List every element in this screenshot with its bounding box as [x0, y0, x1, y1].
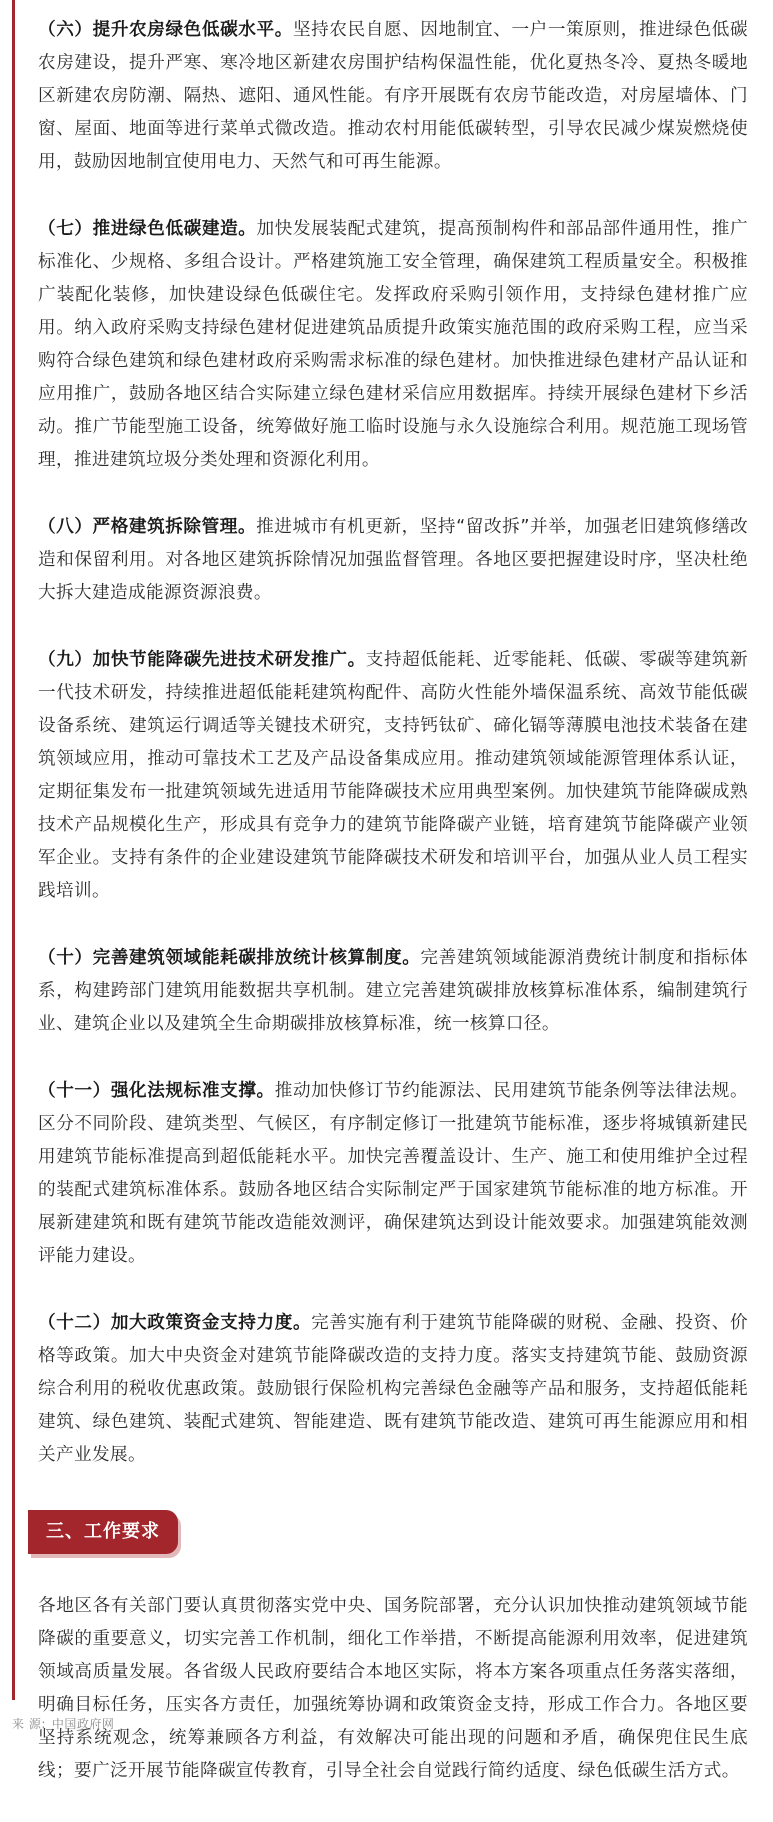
paragraph-text: 支持超低能耗、近零能耗、低碳、零碳等建筑新一代技术研发，持续推进超低能耗建筑构配件、高防火性能外墙保温系统、高效节能低碳设备系统、建筑运行调适等关键技术研究，支持钙钛矿、碲化镉等薄膜电池技术装备在建筑领域应用，推动可靠技术工艺及产品设备集成应用。推动建筑领域能源管理体系认证，定期征集发布一批建筑领域先进适用节能降碳技术应用典型案例。加快建筑节能降碳成熟技术产品规模化生产，形成具有竞争力的建筑节能降碳产业链，培育建筑节能降碳产业领军企业。支持有条件的企业建设建筑节能降碳技术研发和培训平台，加强从业人员工程实践培训。 [38, 650, 749, 901]
paragraph-text: 推进城市有机更新，坚持“留改拆”并举，加强老旧建筑修缮改造和保留利用。对各地区建筑拆除情况加强监督管理。各地区要把握建设时序，坚决杜绝大拆大建造成能源资源浪费。 [38, 517, 748, 603]
article-body [38, 14, 748, 1822]
source-line [12, 1714, 114, 1734]
paragraph-heading: （九）加快节能降碳先进技术研发推广。 [38, 650, 366, 670]
paragraph-heading: （十二）加大政策资金支持力度。 [38, 1313, 312, 1333]
source-label: 来 源: [12, 1717, 46, 1731]
paragraph-9 [38, 644, 748, 908]
paragraph-heading: （六）提升农房绿色低碳水平。 [38, 20, 293, 40]
paragraph-10 [38, 942, 748, 1041]
source-value: 中国政府网 [51, 1717, 115, 1731]
section-paragraph: 各地区各有关部门要认真贯彻落实党中央、国务院部署，充分认识加快推动建筑领域节能降碳的重要意义，切实完善工作机制，细化工作举措，不断提高能源利用效率，促进建筑领域高质量发展。各省级人民政府要结合本地区实际，将本方案各项重点任务落实落细，明确目标任务，压实各方责任，加强统筹协调和政策资金支持，形成工作合力。各地区要坚持系统观念，统筹兼顾各方利益，有效解决可能出现的问题和矛盾，确保兜住民生底线；要广泛开展节能降碳宣传教育，引导全社会自觉践行简约适度、绿色低碳生活方式。 [38, 1596, 748, 1781]
paragraph-text: 完善建筑领域能源消费统计制度和指标体系，构建跨部门建筑用能数据共享机制。建立完善建筑碳排放核算标准体系，编制建筑行业、建筑企业以及建筑全生命期碳排放核算标准，统一核算口径。 [38, 948, 748, 1034]
paragraph-text: 推动加快修订节约能源法、民用建筑节能条例等法律法规。区分不同阶段、建筑类型、气候区，有序制定修订一批建筑节能标准，逐步将城镇新建民用建筑节能标准提高到超低能耗水平。加快完善覆盖设计、生产、施工和使用维护全过程的装配式建筑标准体系。鼓励各地区结合实际制定严于国家建筑节能标准的地方标准。开展新建建筑和既有建筑节能改造能效测评，确保建筑达到设计能效要求。加强建筑能效测评能力建设。 [38, 1081, 749, 1266]
paragraph-heading: （八）严格建筑拆除管理。 [38, 517, 257, 537]
paragraph-text: 加快发展装配式建筑，提高预制构件和部品部件通用性，推广标准化、少规格、多组合设计。严格建筑施工安全管理，确保建筑工程质量安全。积极推广装配化装修，加快建设绿色低碳住宅。发挥政府采购引领作用，支持绿色建材推广应用。纳入政府采购支持绿色建材促进建筑品质提升政策实施范围的政府采购工程，应当采购符合绿色建筑和绿色建材政府采购需求标准的绿色建材。加快推进绿色建材产品认证和应用推广，鼓励各地区结合实际建立绿色建材采信应用数据库。持续开展绿色建材下乡活动。推广节能型施工设备，统筹做好施工临时设施与永久设施综合利用。规范施工现场管理，推进建筑垃圾分类处理和资源化利用。 [38, 219, 748, 470]
paragraph-8 [38, 511, 748, 610]
paragraph-heading: （十）完善建筑领域能耗碳排放统计核算制度。 [38, 948, 421, 968]
paragraph-text: 坚持农民自愿、因地制宜、一户一策原则，推进绿色低碳农房建设，提升严寒、寒冷地区新建农房围护结构保温性能，优化夏热冬冷、夏热冬暖地区新建农房防潮、隔热、遮阳、通风性能。有序开展既有农房节能改造，对房屋墙体、门窗、屋面、地面等进行菜单式微改造。推动农村用能低碳转型，引导农民减少煤炭燃烧使用，鼓励因地制宜使用电力、天然气和可再生能源。 [38, 20, 748, 172]
paragraph-text: 完善实施有利于建筑节能降碳的财税、金融、投资、价格等政策。加大中央资金对建筑节能降碳改造的支持力度。落实支持建筑节能、鼓励资源综合利用的税收优惠政策。鼓励银行保险机构完善绿色金融等产品和服务，支持超低能耗建筑、绿色建筑、装配式建筑、智能建造、既有建筑节能改造、建筑可再生能源应用和相关产业发展。 [38, 1313, 748, 1465]
paragraph-6 [38, 14, 748, 179]
paragraph-heading: （十一）强化法规标准支撑。 [38, 1081, 275, 1101]
left-accent-rule [12, 0, 15, 1700]
paragraph-11 [38, 1075, 748, 1273]
section-heading-badge: 三、工作要求 [28, 1510, 178, 1554]
paragraph-heading: （七）推进绿色低碳建造。 [38, 219, 257, 239]
paragraph-12 [38, 1307, 748, 1472]
paragraph-7 [38, 213, 748, 477]
